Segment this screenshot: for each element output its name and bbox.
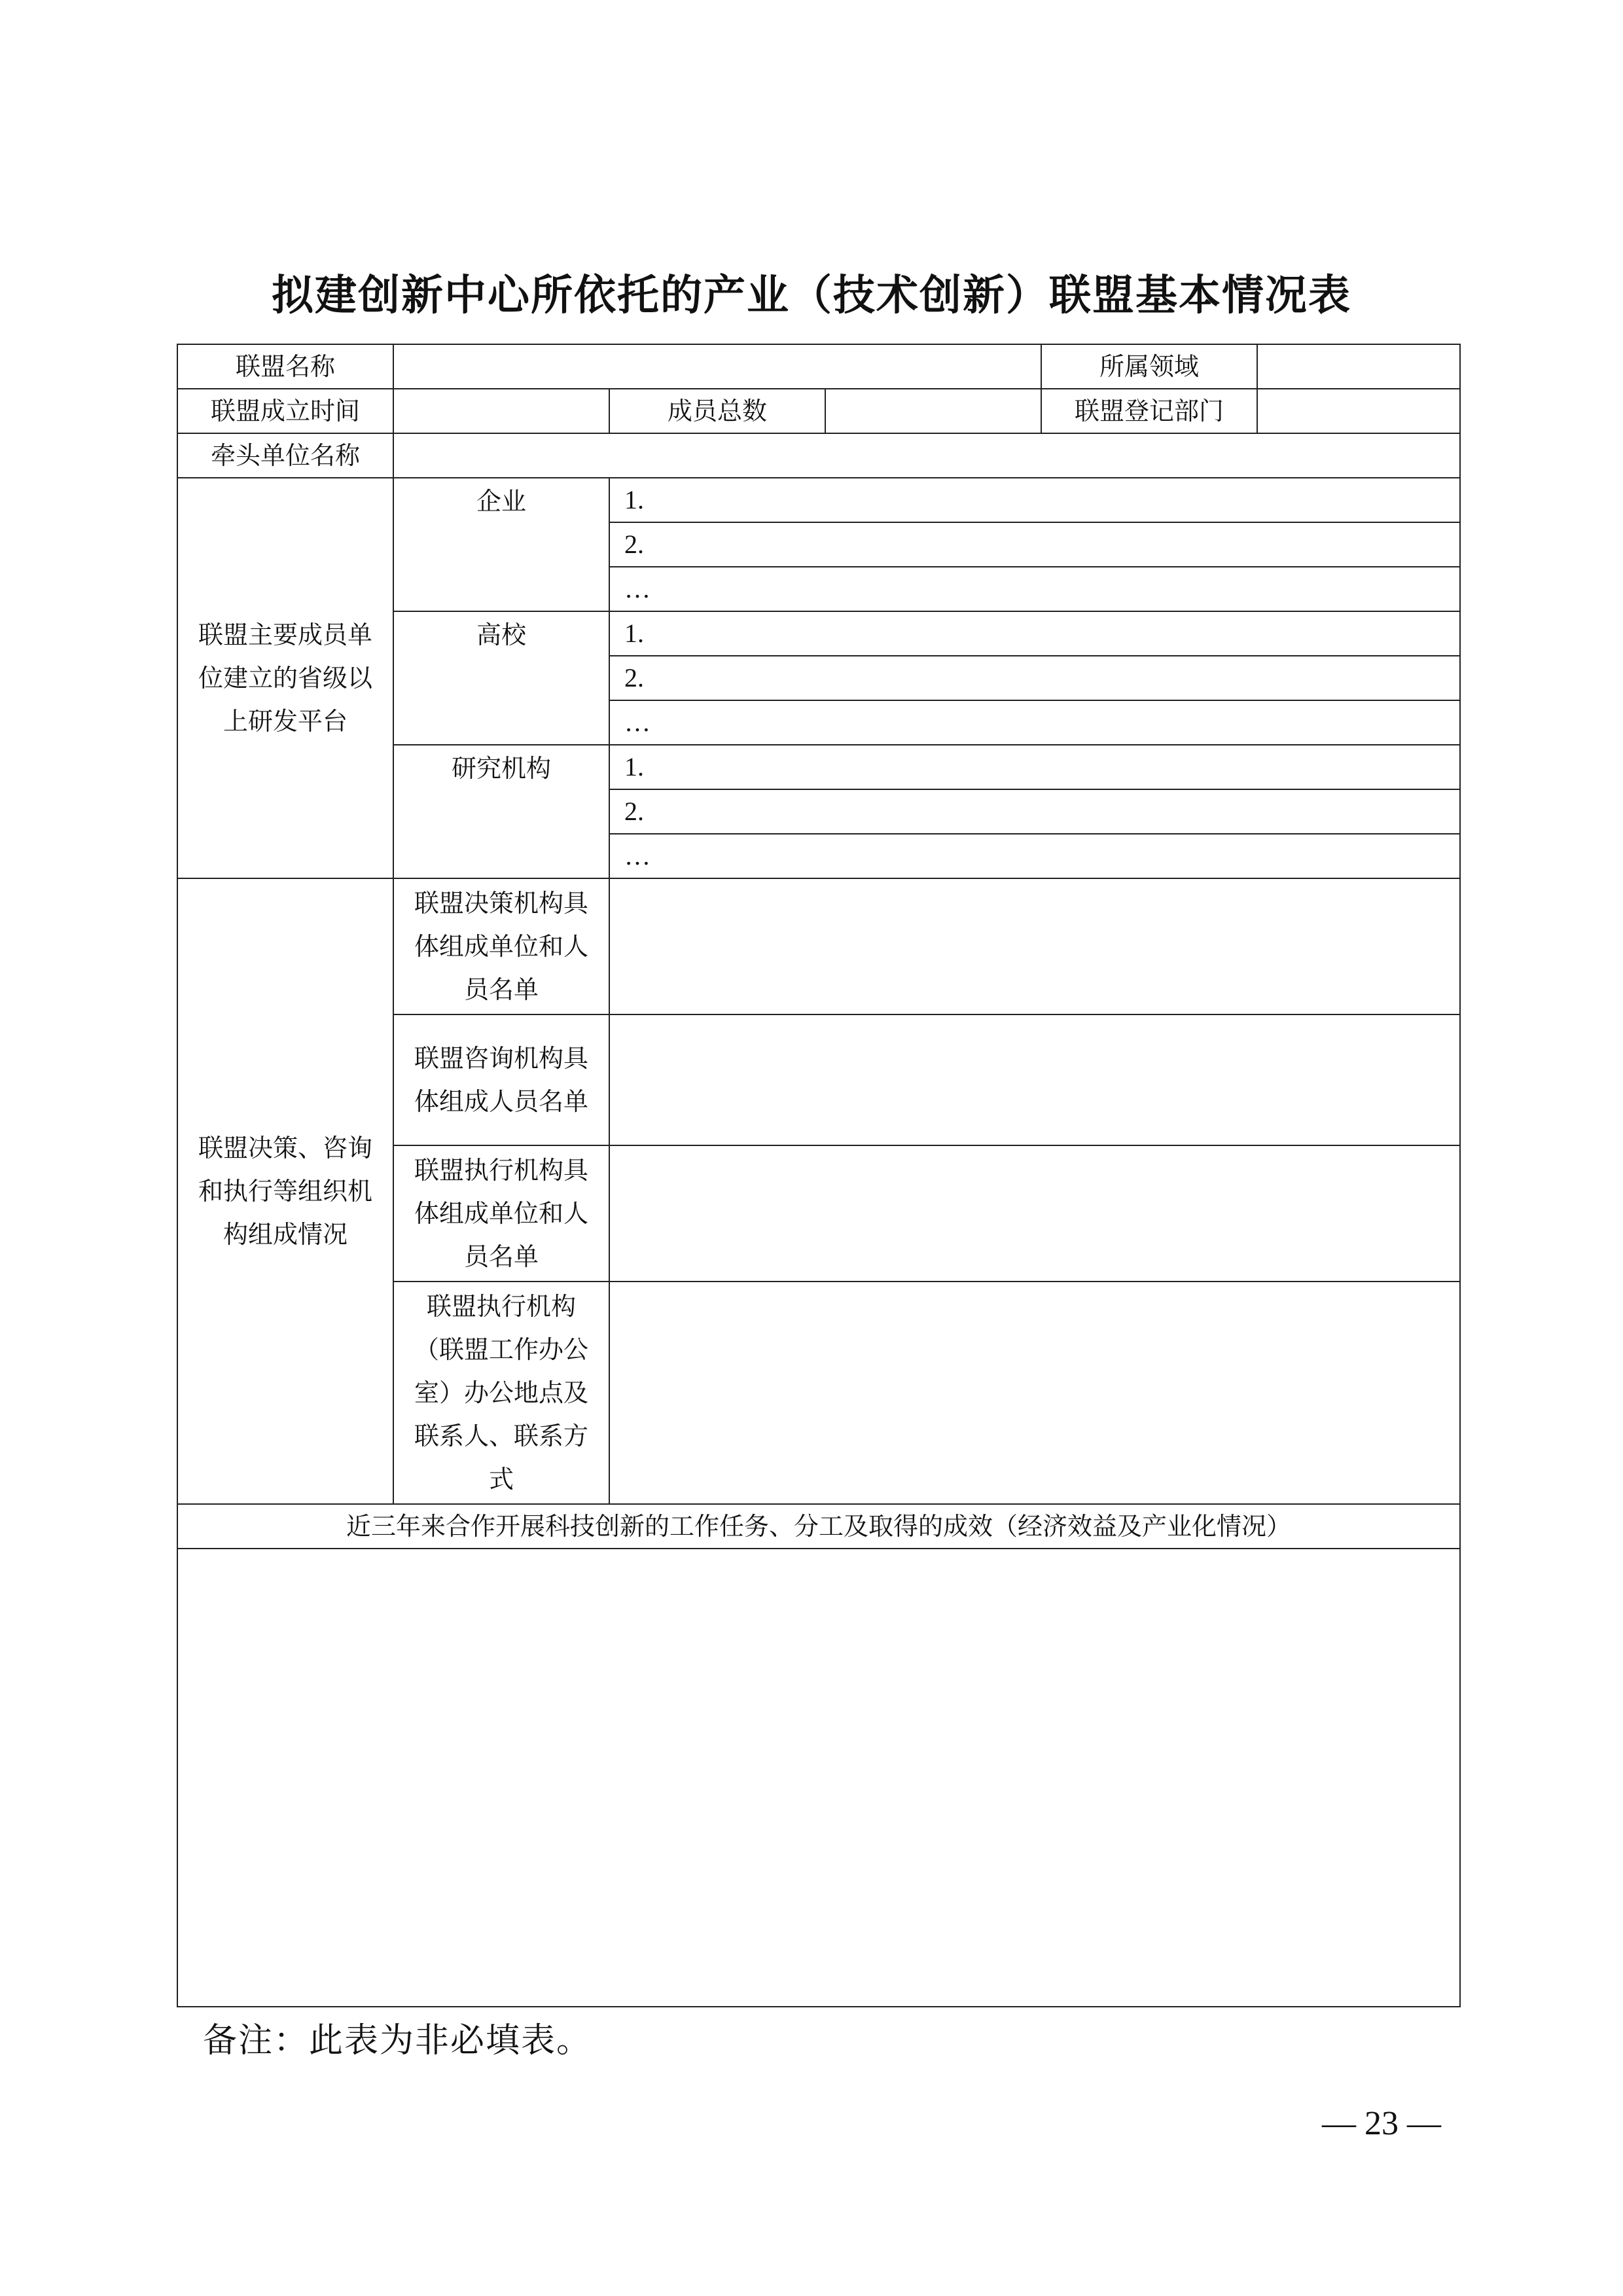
organization-label: 联盟决策、咨询和执行等组织机构组成情况 xyxy=(177,878,393,1504)
achievements-header: 近三年来合作开展科技创新的工作任务、分工及取得的成效（经济效益及产业化情况） xyxy=(177,1504,1460,1549)
page-title: 拟建创新中心所依托的产业（技术创新）联盟基本情况表 xyxy=(272,272,1351,320)
org-advisory-field[interactable] xyxy=(609,1014,1460,1145)
org-advisory-label: 联盟咨询机构具体组成人员名单 xyxy=(393,1014,609,1145)
org-executive-field[interactable] xyxy=(609,1145,1460,1282)
platform-entry[interactable]: 1. xyxy=(609,745,1460,789)
member-count-field[interactable] xyxy=(825,389,1041,433)
platform-entry[interactable]: … xyxy=(609,567,1460,611)
org-decision-field[interactable] xyxy=(609,878,1460,1014)
registration-dept-label: 联盟登记部门 xyxy=(1041,389,1257,433)
platform-entry[interactable]: 2. xyxy=(609,656,1460,700)
org-executive-label: 联盟执行机构具体组成单位和人员名单 xyxy=(393,1145,609,1282)
field-value[interactable] xyxy=(1257,344,1460,389)
platform-entry[interactable]: 1. xyxy=(609,611,1460,656)
platform-entry[interactable]: … xyxy=(609,834,1460,878)
platform-entry[interactable]: 1. xyxy=(609,478,1460,522)
founded-label: 联盟成立时间 xyxy=(177,389,393,433)
lead-unit-label: 牵头单位名称 xyxy=(177,433,393,478)
footnote: 备注：此表为非必填表。 xyxy=(203,2021,592,2060)
org-decision-label: 联盟决策机构具体组成单位和人员名单 xyxy=(393,878,609,1014)
platform-category-enterprise: 企业 xyxy=(393,478,609,611)
registration-dept-field[interactable] xyxy=(1257,389,1460,433)
field-label: 所属领域 xyxy=(1041,344,1257,389)
platform-entry[interactable]: 2. xyxy=(609,522,1460,567)
platform-category-institute: 研究机构 xyxy=(393,745,609,878)
member-count-label: 成员总数 xyxy=(609,389,825,433)
alliance-name-label: 联盟名称 xyxy=(177,344,393,389)
alliance-info-table xyxy=(177,344,1461,2007)
org-office-label: 联盟执行机构（联盟工作办公室）办公地点及联系人、联系方式 xyxy=(393,1282,609,1504)
page-number: — 23 — xyxy=(1322,2105,1441,2142)
platform-entry[interactable]: 2. xyxy=(609,789,1460,834)
platform-entry[interactable]: … xyxy=(609,700,1460,745)
founded-field[interactable] xyxy=(393,389,609,433)
alliance-name-field[interactable] xyxy=(393,344,1041,389)
achievements-field[interactable] xyxy=(177,1549,1460,2007)
platforms-label: 联盟主要成员单位建立的省级以上研发平台 xyxy=(177,478,393,878)
lead-unit-field[interactable] xyxy=(393,433,1460,478)
org-office-field[interactable] xyxy=(609,1282,1460,1504)
platform-category-university: 高校 xyxy=(393,611,609,745)
